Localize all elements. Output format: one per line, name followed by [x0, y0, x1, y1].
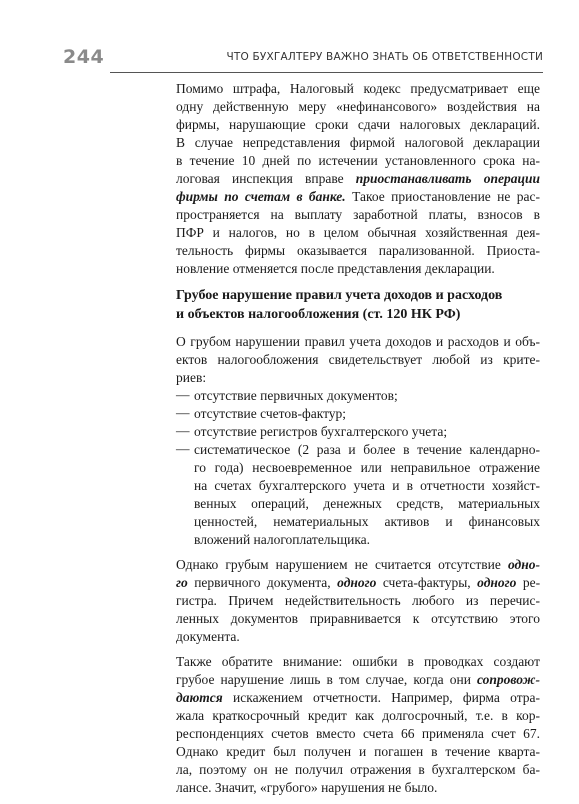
text-line: венных операций, денежных средств, материальных — [194, 496, 540, 511]
emphasis-text: даются — [176, 690, 223, 705]
emphasis-text: приостанавливать операции — [355, 171, 541, 186]
text-segment: логовая инспекция вправе — [176, 171, 344, 186]
text-line: пространяется на выплату заработной платы, взносов в — [176, 207, 540, 222]
emphasis-text: одно- — [507, 557, 540, 572]
text-line: Однако кредит был получен и погашен в течение кварта- — [176, 744, 540, 759]
emphasis-text: фирмы по счетам в банке. — [176, 189, 346, 204]
text-segment: искажением отчетности. Например, фирма отра- — [233, 690, 541, 705]
list-dash: — — [176, 441, 190, 456]
text-line — [176, 188, 540, 206]
text-segment: первичного документа, — [194, 575, 331, 590]
text-line: отсутствие счетов-фактур; — [194, 406, 347, 421]
text-line: документа. — [176, 629, 240, 644]
running-header-title: ЧТО БУХГАЛТЕРУ ВАЖНО ЗНАТЬ ОБ ОТВЕТСТВЕННОСТИ — [226, 51, 543, 63]
criteria-list — [176, 387, 540, 549]
text-line: го года) несвоевременное или неправильное отражение — [194, 460, 540, 475]
text-line: В случае непредставления фирмой налоговой декларации — [176, 135, 540, 150]
emphasis-text: го — [176, 575, 188, 590]
text-line: респонденциях счетов вместо счета 66 применяла счет 67. — [176, 726, 540, 741]
text-line: гистра. Причем недействительность любого из перечис- — [176, 593, 540, 608]
list-dash: — — [176, 423, 190, 438]
list-dash: — — [176, 405, 190, 420]
text-segment: ре- — [522, 575, 541, 590]
text-line: тельность фирмы оказывается парализованной. Приоста- — [176, 243, 540, 258]
text-line — [176, 170, 540, 188]
list-dash: — — [176, 387, 190, 402]
text-line: отсутствие первичных документов; — [194, 388, 398, 403]
text-line — [176, 671, 540, 689]
text-segment: Такое приостановление не рас- — [352, 189, 541, 204]
text-segment: счета-фактуры, — [382, 575, 471, 590]
list-item — [176, 441, 540, 549]
text-line: риев: — [176, 370, 207, 385]
paragraph-posting-errors — [176, 653, 540, 797]
text-line: одну действенную меру «нефинансового» воздействия на — [176, 99, 540, 114]
paragraph-nonfinancial-measure — [176, 80, 540, 278]
text-line: Помимо штрафа, Налоговый кодекс предусматривает еще — [176, 81, 540, 96]
section-heading — [176, 286, 540, 324]
text-segment: Однако грубым нарушением не считается отсутствие — [176, 557, 501, 572]
text-line: лансе. Значит, «грубого» нарушения не было. — [176, 780, 438, 795]
text-line: ценностей, нематериальных активов и финансовых — [194, 514, 540, 529]
text-line: О грубом нарушении правил учета доходов и расходов и объ- — [176, 334, 540, 349]
page-body — [176, 80, 540, 804]
text-line: Также обратите внимание: ошибки в проводках создают — [176, 654, 540, 669]
text-line: вложений налогоплательщика. — [194, 532, 371, 547]
list-item — [176, 423, 540, 441]
emphasis-text: одного — [337, 575, 377, 590]
text-line: ла, поэтому он не получил отражения в бухгалтерском ба- — [176, 762, 540, 777]
text-line: ПФР и налогов, но в целом обычная хозяйственная дея- — [176, 225, 540, 240]
heading-line: и объектов налогообложения (ст. 120 НК РФ) — [176, 307, 461, 322]
text-line — [176, 556, 540, 574]
text-line: новление отменяется после представления декларации. — [176, 261, 495, 276]
emphasis-text: одного — [477, 575, 517, 590]
text-line — [176, 689, 540, 707]
heading-line: Грубое нарушение правил учета доходов и расходов — [176, 288, 503, 303]
text-line: ленных документов приравнивается к отсутствию этого — [176, 611, 540, 626]
list-item — [176, 387, 540, 405]
text-line: на счетах бухгалтерского учета и в отчетности хозяйст- — [194, 478, 540, 493]
text-line: жала краткосрочный кредит как долгосрочный, т.е. в кор- — [176, 708, 540, 723]
paragraph-not-gross-violation — [176, 556, 540, 646]
text-line: фирмы, нарушающие сроки сдачи налоговых деклараций. — [176, 117, 540, 132]
text-line — [176, 574, 540, 592]
paragraph-criteria-intro — [176, 333, 540, 387]
text-line: ектов налогообложения свидетельствует любой из крите- — [176, 352, 540, 367]
text-line: систематическое (2 раза и более в течение календарно- — [194, 442, 540, 457]
text-line: в течение 10 дней по истечении установленного срока на- — [176, 153, 540, 168]
text-segment: грубое нарушение лишь в том случае, когда они — [176, 672, 471, 687]
header-rule — [110, 72, 543, 73]
list-item — [176, 405, 540, 423]
text-line: отсутствие регистров бухгалтерского учета; — [194, 424, 448, 439]
emphasis-text: сопровож- — [476, 672, 540, 687]
page-number: 244 — [63, 46, 105, 68]
